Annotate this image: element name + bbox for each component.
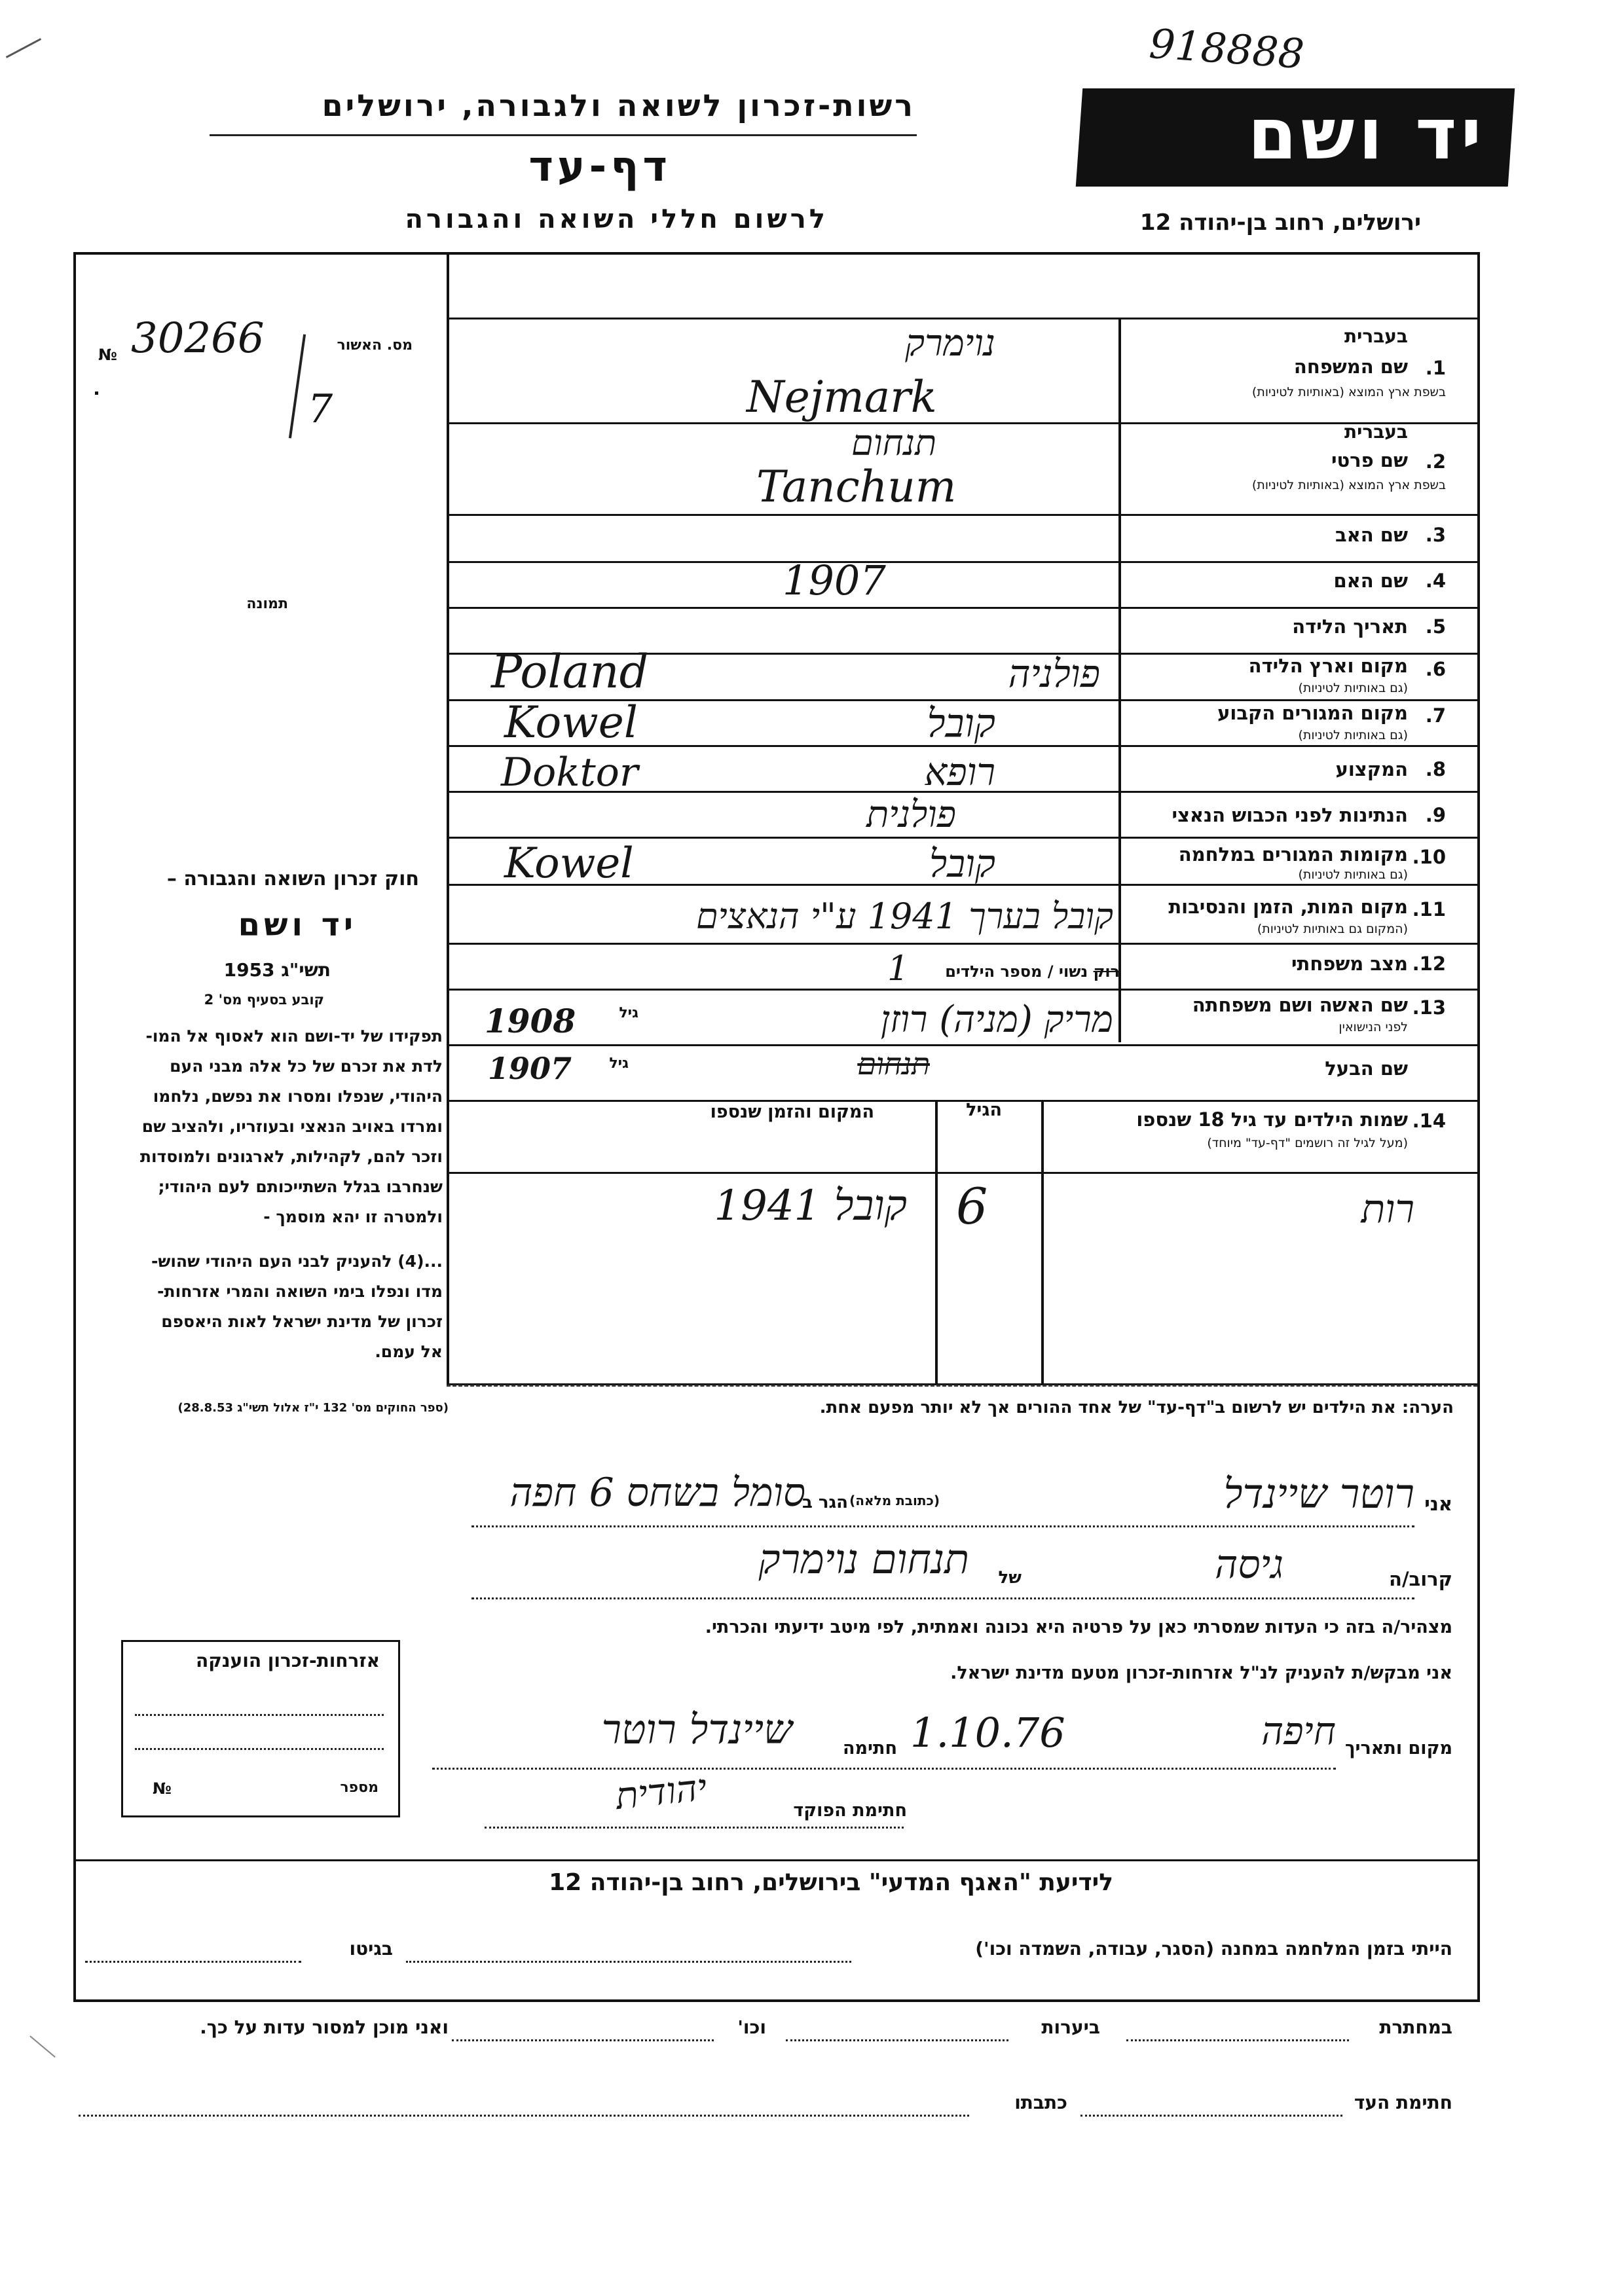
- law-line: וזכר להם, לקהילות, לארגונים ולמוסדות: [139, 1147, 443, 1166]
- children-col-divider: [1041, 1100, 1044, 1383]
- form-title: דף-עד: [528, 143, 671, 191]
- firstname-latin: Tanchum: [756, 462, 957, 512]
- field-label-marital: מצב משפחתי: [1291, 953, 1408, 975]
- citizenship-title: אזרחות-זכרון הוענקה: [196, 1650, 380, 1671]
- bottom-title: לידיעת "האגף המדעי" בירושלים, רחוב בן-יהודה 12: [549, 1869, 1113, 1896]
- wife-age-label: גיל: [619, 1005, 638, 1021]
- field-sub: (גם באותיות לטיניות): [1298, 681, 1408, 695]
- birth-place-hebrew: פולניה: [1008, 651, 1100, 696]
- law-line: לדת את זכרם של כל אלה מבני העם: [170, 1057, 443, 1076]
- row-line: [447, 607, 1477, 609]
- law-line: אל עמם.: [375, 1342, 443, 1361]
- bottom-willing: ואני מוכן למסור עדות על כך.: [200, 2016, 449, 2038]
- scan-mark: [29, 2035, 56, 2058]
- law-line: זכרון של מדינת ישראל לאות היאספם: [161, 1312, 443, 1331]
- residing-label: הגר ב: [802, 1493, 848, 1512]
- ghetto-line: [85, 1961, 301, 1963]
- witness-sig-line: [1080, 2115, 1342, 2117]
- bottom-address: כתבתו: [1014, 2092, 1067, 2113]
- header-address: ירושלים, רחוב בן-יהודה 12: [1139, 210, 1421, 236]
- wife-name: מריק (מניה) רוזן: [880, 998, 1113, 1041]
- field-label-nationality: הנתינות לפני הכבוש הנאצי: [1172, 804, 1408, 826]
- declarant-signature: שיינדל רוטר: [601, 1705, 792, 1753]
- forests-line: [786, 2039, 1008, 2041]
- signing-date: 1.10.76: [910, 1709, 1065, 1757]
- field-number: 10.: [1412, 846, 1446, 868]
- row-line: [447, 1172, 1477, 1174]
- yad-vashem-logo: [1076, 88, 1515, 187]
- field-number: 13.: [1412, 996, 1446, 1019]
- field-number: 8.: [1425, 758, 1446, 780]
- scan-mark: [6, 38, 41, 58]
- law-line: היהודי, שנפלו ומסרו את נפשם, נלחמו: [153, 1087, 443, 1106]
- address-line-bottom: [79, 2115, 969, 2117]
- field-sub: (גם באותיות לטיניות): [1298, 867, 1408, 882]
- profession-latin: Doktor: [501, 750, 638, 795]
- officer-label: חתימת הפוקד: [793, 1800, 907, 1821]
- field-number: 12.: [1412, 953, 1446, 975]
- bottom-forests: ביערות: [1041, 2016, 1100, 2038]
- top-row-line: [447, 318, 1477, 319]
- note-text: הערה: את הילדים יש לרשום ב"דף-עד" של אחד ההורים אך לא יותר מפעם אחת.: [819, 1398, 1454, 1417]
- field-label-husband: שם הבעל: [1325, 1057, 1408, 1080]
- relative-label: קרוב/ה: [1389, 1568, 1452, 1590]
- form-subtitle: לרשום חללי השואה והגבורה: [405, 204, 828, 234]
- law-line: תפקידו של יד-ושם הוא לאסוף אל המו-: [145, 1027, 443, 1046]
- dot-mark: [95, 392, 98, 395]
- law-line: שנחרבו בגלל השתייכותם לעם היהודי;: [158, 1177, 443, 1196]
- approval-label: מס. האשור: [337, 337, 413, 354]
- field-number: 1.: [1425, 357, 1446, 379]
- firstname-hebrew: תנחום: [851, 422, 936, 464]
- citizenship-number-label: מספר: [340, 1779, 378, 1796]
- field-label-firstname: שם פרטי: [1331, 449, 1408, 471]
- citizenship-no-mark: №: [153, 1779, 172, 1798]
- address-line: [471, 1525, 1414, 1527]
- residence-hebrew: קובל: [927, 701, 995, 746]
- law-line: ולמטרה זו יהא מוסמך -: [263, 1207, 443, 1226]
- field-number: 5.: [1425, 615, 1446, 638]
- field-number: 3.: [1425, 524, 1446, 546]
- residence-latin: Kowel: [504, 697, 638, 748]
- field-sub: בשפת ארץ המוצא (באותיות לטיניות): [1251, 478, 1446, 492]
- approval-no-mark: №: [98, 346, 117, 364]
- row-line: [447, 1044, 1477, 1046]
- bottom-divider: [73, 1859, 1477, 1861]
- relation: גיסה: [1215, 1542, 1283, 1588]
- law-line: ומרדו באויב הנאצי ובעוזריו, ולהציב שם: [141, 1117, 443, 1136]
- underground-line: [1126, 2039, 1349, 2041]
- law-citation: (ספר החוקים מס' 132 י"ז אלול תשי"ג 28.8.53): [177, 1401, 449, 1415]
- declarant-address: סומל בשחס 6 חפה: [509, 1470, 805, 1516]
- profession-hebrew: רופא: [924, 750, 995, 794]
- officer-line: [485, 1827, 904, 1829]
- citizenship-dots: [135, 1748, 384, 1750]
- field-sub: (גם באותיות לטיניות): [1298, 728, 1408, 742]
- row-line: [447, 514, 1477, 516]
- husband-name: תנחום: [857, 1046, 930, 1082]
- field-label-surname: שם המשפחה: [1293, 355, 1408, 378]
- field-label-death: מקום המות, הזמן והנסיבות: [1168, 896, 1408, 918]
- bottom-underground: במחתרת: [1379, 2016, 1452, 2038]
- signing-place: חיפה: [1261, 1709, 1336, 1753]
- camp-line: [406, 1961, 851, 1963]
- row-line: [447, 837, 1477, 839]
- field-label-birthdate: תאריך הלידה: [1292, 615, 1408, 638]
- officer-signature: יהודית: [614, 1766, 710, 1819]
- bottom-camp: הייתי בזמן המלחמה במחנה (הסגר, עבודה, השמדה וכו'): [975, 1938, 1452, 1959]
- husband-age-label: גיל: [609, 1055, 629, 1072]
- field-label-mother: שם האם: [1333, 570, 1408, 592]
- field-sub: בשפת ארץ המוצא (באותיות לטיניות): [1251, 385, 1446, 399]
- children-sub: (מעל לגיל זה רושמים "דף-עד" מיוחד): [1207, 1136, 1408, 1150]
- field-number: 9.: [1425, 804, 1446, 826]
- children-age-header: הגיל: [966, 1100, 1002, 1120]
- birth-date: 1907: [783, 556, 886, 604]
- etc-line: [452, 2039, 714, 2041]
- field-label-profession: המקצוע: [1335, 758, 1408, 780]
- photo-label: תמונה: [246, 596, 288, 612]
- death-details: קובל בערך 1941 ע"י הנאצים: [695, 896, 1113, 937]
- row-line: [447, 943, 1477, 945]
- statement-1: מצהיר/ה בזה כי העדות שמסרתי כאן על פרטיה היא נכונה ואמתית, לפי מיטב ידיעתי והכרתי.: [705, 1617, 1452, 1637]
- declarant-name: רוטר שיינדל: [1223, 1470, 1414, 1518]
- in-hebrew-label: בעברית: [1344, 325, 1408, 347]
- relation-line: [471, 1597, 1414, 1599]
- law-name: יד ושם: [238, 907, 357, 943]
- war-residence-hebrew: קובל: [929, 841, 995, 886]
- field-number: 7.: [1425, 704, 1446, 727]
- signature-label: חתימה: [842, 1738, 897, 1758]
- field-sub: (המקום גם באותיות לטיניות): [1257, 922, 1408, 936]
- birth-place-latin: Poland: [491, 645, 649, 699]
- marital-options: [945, 962, 1120, 981]
- surname-hebrew: נוימרק: [905, 322, 995, 365]
- children-col-divider: [935, 1100, 938, 1383]
- of-name: תנחום נוימרק: [758, 1535, 969, 1583]
- citizenship-dots: [135, 1714, 384, 1716]
- full-address-label: (כתובת מלאה): [849, 1493, 940, 1508]
- field-number: 14.: [1412, 1110, 1446, 1132]
- children-place-header: המקום והזמן שנספו: [710, 1102, 874, 1122]
- field-number: 11.: [1412, 898, 1446, 920]
- law-clause: קובע בסעיף מס' 2: [204, 992, 324, 1008]
- bottom-witness-sig: חתימת העד: [1354, 2092, 1452, 2113]
- bottom-etc: וכו': [737, 2016, 766, 2038]
- field-sub: לפני הנישואין: [1338, 1020, 1408, 1034]
- marital-opt-married: נשוי / מספר הילדים: [945, 962, 1088, 981]
- place-date-label: מקום ותאריך: [1344, 1738, 1452, 1758]
- row-line: [447, 422, 1477, 424]
- declaration-i: אני: [1424, 1493, 1452, 1515]
- law-title: חוק זכרון השואה והגבורה –: [166, 867, 419, 890]
- row-line: [447, 1100, 1477, 1102]
- field-number: 6.: [1425, 658, 1446, 680]
- logo-text: יד ושם: [1247, 94, 1486, 175]
- field-label-war-residence: מקומות המגורים במלחמה: [1178, 843, 1408, 866]
- statement-2: אני מבקש/ת להעניק לנ"ל אזרחות-זכרון מטעם מדינת ישראל.: [950, 1663, 1452, 1683]
- children-count: 1: [887, 949, 910, 989]
- header-rule: [210, 134, 917, 136]
- label-column-divider: [1118, 318, 1121, 1042]
- law-year: תשי"ג 1953: [223, 959, 331, 981]
- note-dash: [447, 1385, 1477, 1387]
- field-label-father: שם האב: [1335, 524, 1408, 546]
- row-line: [447, 561, 1477, 563]
- field-number: 2.: [1425, 450, 1446, 473]
- children-label: שמות הילדים עד גיל 18 שנספו: [1136, 1108, 1408, 1131]
- document-number: 918888: [1147, 19, 1306, 79]
- husband-age: 1907: [488, 1051, 572, 1086]
- law-line: מדו ונפלו בימי השואה והמרי אזרחות-: [157, 1282, 443, 1301]
- signature-line: [432, 1768, 1336, 1770]
- child-name: רות: [1361, 1186, 1414, 1232]
- nationality-hebrew: פולנית: [866, 793, 956, 836]
- approval-number: 30266: [131, 314, 265, 363]
- child-age: 6: [956, 1177, 988, 1235]
- child-death-place: קובל 1941: [714, 1182, 907, 1230]
- surname-latin: Nejmark: [747, 372, 937, 422]
- authority-name: רשות-זכרון לשואה ולגבורה, ירושלים: [322, 88, 915, 123]
- in-hebrew-label: בעברית: [1344, 421, 1408, 443]
- field-label-birthplace: מקום וארץ הלידה: [1248, 655, 1408, 677]
- field-number: 4.: [1425, 570, 1446, 592]
- citizenship-box: [121, 1640, 400, 1817]
- field-label-residence: מקום המגורים הקבוע: [1217, 702, 1408, 724]
- war-residence-latin: Kowel: [504, 839, 634, 888]
- approval-sub-number: 7: [308, 386, 333, 432]
- row-line: [447, 989, 1477, 991]
- bottom-ghetto: בגיטו: [349, 1938, 393, 1959]
- wife-age: 1908: [485, 1002, 576, 1040]
- law-line: ...(4) להעניק לבני העם היהודי שהוש-: [151, 1252, 443, 1271]
- marital-opt-single: רוק: [1093, 962, 1120, 981]
- field-label-wife: שם האשה ושם משפחתה: [1192, 994, 1408, 1016]
- of-label: של: [998, 1568, 1022, 1588]
